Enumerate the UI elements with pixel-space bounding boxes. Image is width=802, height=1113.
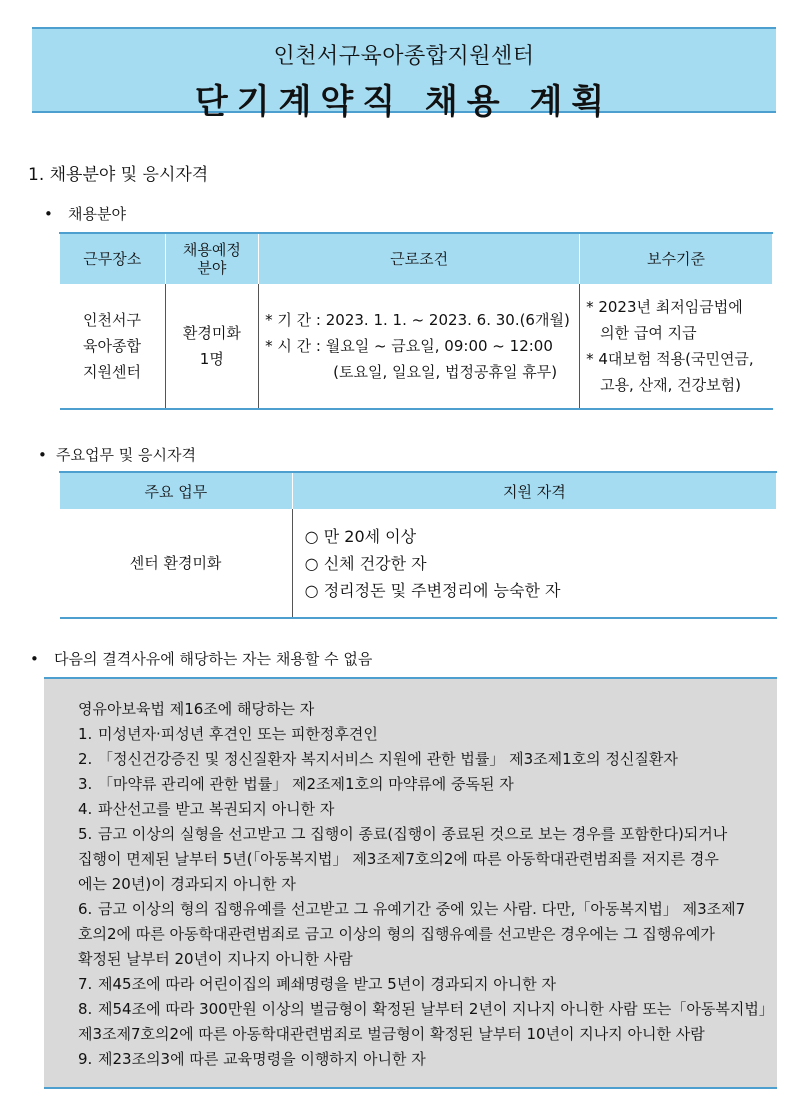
bullet-duties: [38, 444, 196, 465]
disqualification-item: [78, 997, 777, 1022]
th-field: [165, 233, 259, 284]
org-name: 인천서구육아종합지원센터: [273, 44, 535, 69]
cell-workplace: [60, 284, 166, 409]
disqualification-item: [78, 1047, 777, 1072]
bullet-dot-icon: •: [38, 446, 47, 464]
disqualification-item: [78, 722, 777, 747]
page-title: 단기계약직 채용 계획: [194, 82, 614, 122]
item-text: 금고 이상의 형의 집행유예를 선고받고 그 유예기간 중에 있는 사람. 다만,「아동복지법」 제3조제7: [98, 900, 746, 918]
title-box: [32, 27, 776, 122]
bullet-disqualification: [30, 648, 372, 669]
th-duty: 주요 업무: [60, 472, 293, 509]
item-text: 「정신건강증진 및 정신질환자 복지서비스 지원에 관한 법률」 제3조제1호의 정신질환자: [98, 750, 678, 768]
pay-line: 고용, 산재, 건강보험): [600, 376, 741, 394]
th-workplace: 근무장소: [60, 233, 166, 284]
item-number: 9.: [78, 1050, 93, 1068]
bullet-label: 다음의 결격사유에 해당하는 자는 채용할 수 없음: [54, 650, 373, 668]
disqualification-item: 집행이 면제된 날부터 5년(「아동복지법」 제3조제7호의2에 따른 아동학대관련범죄를 저지른 경우: [78, 850, 719, 868]
workplace-line: 인천서구: [83, 311, 141, 329]
item-number: 7.: [78, 975, 93, 993]
workplace-line: 지원센터: [83, 363, 141, 381]
item-text: 제45조에 따라 어린이집의 폐쇄명령을 받고 5년이 경과되지 아니한 자: [98, 975, 557, 993]
pay-line: * 2023년 최저임금법에: [586, 298, 743, 316]
disqualification-item: 확정된 날부터 20년이 지나지 아니한 사람: [78, 950, 353, 968]
item-text: 제23조의3에 따른 교육명령을 이행하지 아니한 자: [98, 1050, 426, 1068]
item-number: 2.: [78, 750, 93, 768]
th-qualification: 지원 자격: [292, 472, 776, 509]
bullet-label: 주요업무 및 응시자격: [56, 446, 196, 464]
workplace-line: 육아종합: [83, 337, 141, 355]
th-field-line2: 분야: [197, 259, 227, 277]
item-number: 6.: [78, 900, 93, 918]
field-line: 1명: [199, 350, 224, 368]
bullet-dot-icon: •: [44, 205, 53, 223]
item-text: 「마약류 관리에 관한 법률」 제2조제1호의 마약류에 중독된 자: [98, 775, 514, 793]
condition-line: * 시 간 : 월요일 ~ 금요일, 09:00 ~ 12:00: [265, 337, 553, 355]
disqualification-item: [78, 747, 777, 772]
duties-table: [59, 471, 777, 619]
cell-conditions: [259, 284, 580, 409]
disqualification-item: [78, 797, 777, 822]
qualification-item: ○ 정리정돈 및 주변정리에 능숙한 자: [304, 580, 561, 600]
hiring-table: [59, 232, 773, 410]
item-number: 1.: [78, 725, 93, 743]
item-number: 8.: [78, 1000, 93, 1018]
item-number: 3.: [78, 775, 93, 793]
disqualification-item: 호의2에 따른 아동학대관련범죄로 금고 이상의 형의 집행유예를 선고받은 경우에는 그 집행유예가: [78, 925, 715, 943]
qualification-item: ○ 만 20세 이상: [304, 526, 417, 546]
disqualification-item: [78, 822, 777, 847]
pay-line: 의한 급여 지급: [600, 324, 697, 342]
th-field-line1: 채용예정: [182, 241, 241, 259]
bullet-dot-icon: •: [30, 650, 39, 668]
bullet-label: 채용분야: [68, 205, 126, 223]
item-text: 미성년자·피성년 후견인 또는 피한정후견인: [98, 725, 378, 743]
item-number: 4.: [78, 800, 93, 818]
item-text: 파산선고를 받고 복권되지 아니한 자: [98, 800, 335, 818]
disqualification-item: [78, 897, 777, 922]
disqualification-list: [78, 722, 777, 1072]
bullet-hiring-field: [44, 203, 126, 224]
pay-line: * 4대보험 적용(국민연금,: [586, 350, 754, 368]
cell-duty: 센터 환경미화: [60, 509, 293, 618]
section-heading: 1. 채용분야 및 응시자격: [28, 165, 209, 185]
th-conditions: 근로조건: [259, 233, 580, 284]
th-pay: 보수기준: [580, 233, 773, 284]
disqualification-item: [78, 972, 777, 997]
item-text: 제54조에 따라 300만원 이상의 벌금형이 확정된 날부터 2년이 지나지 아니한 사람 또는「아동복지법」: [98, 1000, 774, 1018]
condition-line: (토요일, 일요일, 법정공휴일 휴무): [333, 363, 558, 381]
item-text: 금고 이상의 실형을 선고받고 그 집행이 종료(집행이 종료된 것으로 보는 경우를 포함한다)되거나: [98, 825, 728, 843]
cell-qualifications: [292, 509, 776, 618]
field-line: 환경미화: [182, 324, 241, 342]
item-number: 5.: [78, 825, 93, 843]
cell-field: [165, 284, 259, 409]
disqualification-item: 에는 20년)이 경과되지 아니한 자: [78, 875, 296, 893]
cell-pay: [580, 284, 773, 409]
condition-line: * 기 간 : 2023. 1. 1. ~ 2023. 6. 30.(6개월): [265, 311, 570, 329]
disqualification-box: [44, 677, 777, 1089]
disqualification-item: 제3조제7호의2에 따른 아동학대관련범죄로 벌금형이 확정된 날부터 10년이 지나지 아니한 사람: [78, 1025, 705, 1043]
disqualification-item: [78, 772, 777, 797]
disqualification-intro: 영유아보육법 제16조에 해당하는 자: [78, 700, 315, 718]
qualification-item: ○ 신체 건강한 자: [304, 553, 427, 573]
